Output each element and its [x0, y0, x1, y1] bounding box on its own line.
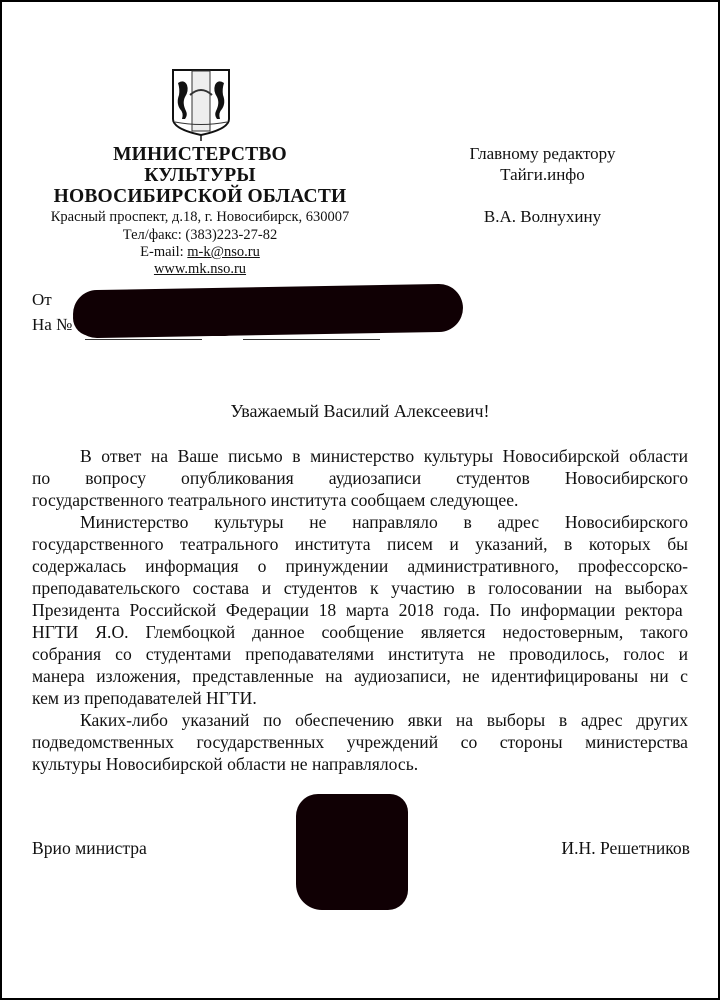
line-text: Президента Российской Федерации 18 марта 2018 года. По информации ректора: [32, 600, 683, 620]
line-text: по вопросу опубликования аудиозаписи студентов Новосибирского: [32, 468, 688, 488]
ministry-name-line1: МИНИСТЕРСТВО: [113, 144, 287, 165]
addressee-organization: Тайги.инфо: [500, 165, 585, 184]
number-label: На №: [32, 315, 73, 334]
line-text: государственного театрального института писем и указаний, в которых бы: [32, 534, 688, 554]
paragraph-1: [32, 445, 688, 511]
ministry-phone: Тел/факс: (383)223-27-82: [122, 227, 278, 243]
ministry-address: Красный проспект, д.18, г. Новосибирск, 630007: [50, 209, 350, 225]
line-text: НГТИ Я.О. Глембоцкой данное сообщение является недостоверным, такого: [32, 622, 688, 642]
paragraph-line: [32, 577, 688, 599]
date-field-line: [243, 339, 380, 340]
paragraph-3: [32, 709, 688, 775]
line-text: культуры Новосибирской области не направлялось.: [32, 754, 419, 774]
paragraph-line: [32, 709, 688, 731]
signature-redaction: [296, 794, 408, 910]
paragraph-line: [32, 445, 688, 467]
line-text: Министерство культуры не направляло в адрес Новосибирского: [80, 512, 688, 532]
paragraph-2: [32, 511, 688, 709]
coat-of-arms-emblem: [170, 67, 232, 142]
paragraph-line: [32, 687, 688, 709]
line-text: манера изложения, представленные на аудиозаписи, не идентифицированы ни с: [32, 666, 688, 686]
line-text: подведомственных государственных учреждений со стороны министерства: [32, 732, 688, 752]
line-text: кем из преподавателей НГТИ.: [32, 688, 257, 708]
paragraph-line: [32, 753, 688, 775]
paragraph-line: [32, 731, 688, 753]
addressee-name: В.А. Волнухину: [483, 207, 602, 226]
signatory-position: Врио министра: [32, 838, 147, 858]
ministry-name-line2: КУЛЬТУРЫ: [144, 165, 256, 186]
paragraph-line: [32, 511, 688, 533]
paragraph-line: [32, 599, 688, 621]
paragraph-line: [32, 555, 688, 577]
addressee-position: Главному редактору: [469, 144, 616, 163]
line-text: государственного театрального института сообщаем следующее.: [32, 490, 519, 510]
paragraph-line: [32, 533, 688, 555]
paragraph-line: [32, 467, 688, 489]
number-field-line: [85, 339, 202, 340]
paragraph-line: [32, 643, 688, 665]
greeting: Уважаемый Василий Алексеевич!: [230, 401, 490, 421]
ministry-name-line3: НОВОСИБИРСКОЙ ОБЛАСТИ: [53, 186, 347, 207]
email-link[interactable]: m-k@nso.ru: [187, 244, 260, 260]
paragraph-line: [32, 665, 688, 687]
line-text: В ответ на Ваше письмо в министерство культуры Новосибирской области: [80, 446, 688, 466]
line-text: преподавательского состава и студентов к участию в голосовании на выборах: [32, 578, 688, 598]
line-text: содержалась информация о принуждении административного, профессорско-: [32, 556, 688, 576]
email-label: E-mail:: [140, 244, 188, 260]
redaction-mark: [73, 284, 464, 339]
line-text: собрания со студентами преподавателями института не проводилось, голос и: [32, 644, 688, 664]
signatory-name: И.Н. Решетников: [561, 838, 690, 858]
ministry-email-line: [40, 243, 360, 261]
line-text: Каких-либо указаний по обеспечению явки на выборы в адрес других: [80, 710, 688, 730]
from-label: От: [32, 290, 52, 309]
paragraph-line: [32, 621, 688, 643]
website-link[interactable]: www.mk.nso.ru: [153, 261, 247, 277]
paragraph-line: [32, 489, 688, 511]
